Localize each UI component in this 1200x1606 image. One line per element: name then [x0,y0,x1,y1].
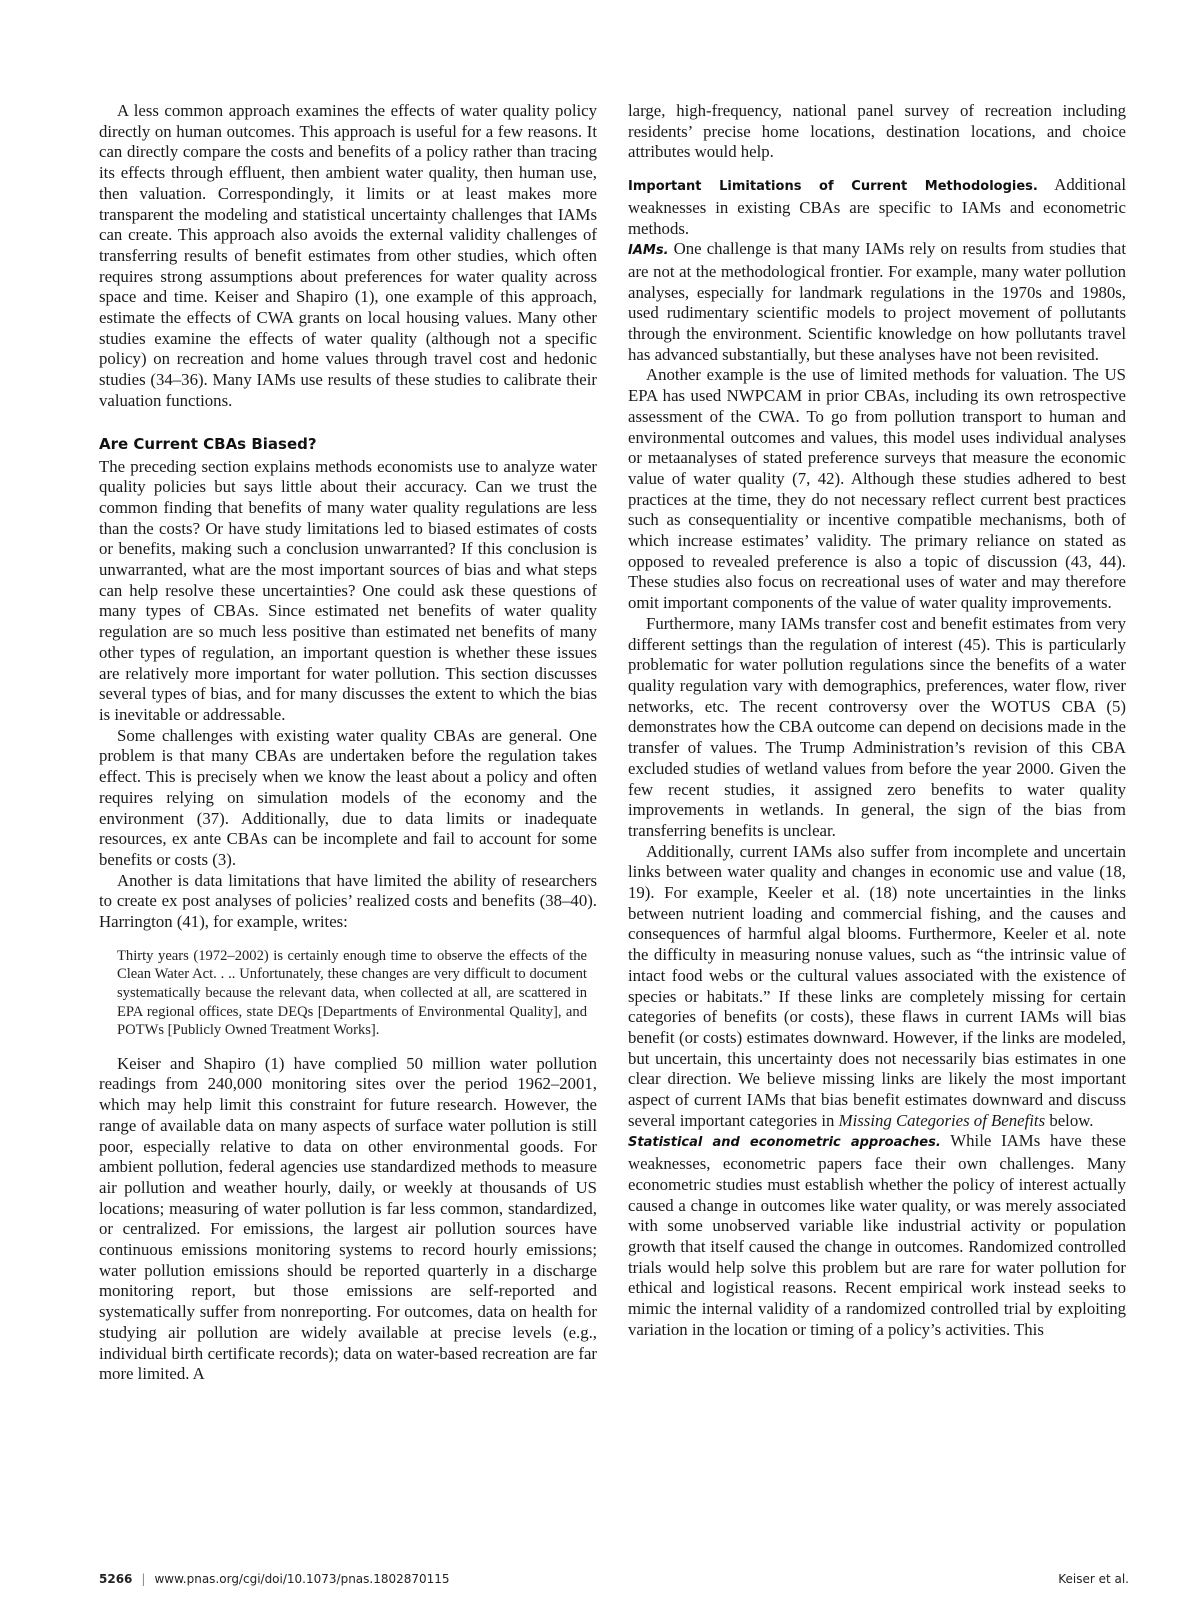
paragraph: Furthermore, many IAMs transfer cost and benefit estimates from very different settings than the regulation of interest (45). This is particularly problematic for water pollution regulations since the benefits of a water quality regulation vary with demographics, preferences, water flow, river networks, etc. The recent controversy over the WOTUS CBA (5) demonstrates how the CBA outcome can depend on decisions made in the transfer of values. The Trump Administration’s revision of this CBA excluded studies of wetland values from before the year 2000. Given the few recent studies, it assigned zero benefits to water quality improvements in wetlands. In general, the sign of the bias from transferring benefits is unclear. [628,613,1126,840]
block-quote [117,947,587,1040]
subsection-text: While IAMs have these weaknesses, econometric papers face their own challenges. Many econometric studies must establish whether the policy of interest actually caused a change in outcomes like water quality, or was merely associated with some unobserved variable like industrial activity or population growth that itself caused the change in outcomes. Randomized controlled trials would help solve this problem but are rare for water pollution for ethical and logistical reasons. Recent empirical work instead seeks to mimic the internal validity of a randomized controlled trial by exploiting variation in the location or timing of a policy’s activities. This [628,1131,1126,1339]
footer-separator: | [141,1572,146,1586]
subsection-text: One challenge is that many IAMs rely on results from studies that are not at the methodological frontier. For example, many water pollution analyses, especially for landmark regulations in the 1970s and 1980s, used rudimentary scientific models to project movement of pollutants through the environment. Scientific knowledge on how pollutants travel has advanced substantially, but these analyses have not been revisited. [628,239,1126,364]
subsection-paragraph [628,239,1126,365]
left-column [99,101,597,1385]
runin-text: Additional weaknesses in existing CBAs are specific to IAMs and econometric methods. [628,175,1126,238]
paragraph [628,842,1126,1132]
paragraph: A less common approach examines the effects of water quality policy directly on human outcomes. This approach is useful for a few reasons. It can directly compare the costs and benefits of a policy rather than tracing its effects through effluent, then ambient water quality, then human use, then valuation. Correspondingly, it limits or at least makes more transparent the modeling and statistical uncertainty challenges that IAMs can create. This approach also avoids the external validity challenges of transferring results of benefit estimates from other studies, which often requires strong assumptions about preferences for water quality across space and time. Keiser and Shapiro (1), one example of this approach, estimate the effects of CWA grants on local housing values. Many other studies examine the effects of water quality (although not a specific policy) on recreation and home values through travel cost and hedonic studies (34–36). Many IAMs use results of these studies to calibrate their valuation functions. [99,101,597,410]
paragraph: Another example is the use of limited methods for valuation. The US EPA has used NWPCAM in prior CBAs, including its own retrospective assessment of the CWA. To go from pollution transport to human and environmental outcomes and values, this model uses individual analyses or metaanalyses of stated preference surveys that measure the economic value of water quality (7, 42). Although these studies adhered to best practices at the time, they do not necessary reflect current best practices such as consequentiality or incentive compatible mechanisms, both of which increase estimates’ validity. The primary reliance on stated as opposed to revealed preference is also a topic of discussion (43, 44). These studies also focus on recreational uses of water and may therefore omit important components of the value of water quality improvements. [628,365,1126,613]
right-column [628,101,1126,1340]
subsection-heading: IAMs. [628,243,669,259]
subsection-paragraph [628,1131,1126,1340]
page-number: 5266 [99,1572,133,1586]
running-authors: Keiser et al. [1058,1572,1129,1586]
paragraph-text: Additionally, current IAMs also suffer from incomplete and uncertain links between water quality and changes in economic use and value (18, 19). For example, Keeler et al. (18) note uncertainties in the links between nutrient loading and commercial fishing, and the causes and consequences of harmful algal blooms. Furthermore, Keeler et al. note the difficulty in measuring nonuse values, such as “the intrinsic value of intact food webs or the cultural values associated with the existence of species or habitats.” If these links are completely missing for certain categories of benefits (or costs), these flaws in current IAMs will bias benefit (or costs) estimates downward. However, if the links are modeled, but uncertain, this uncertainty does not necessarily bias estimates in one clear direction. We believe missing links are likely the most important aspect of current IAMs that bias benefit estimates downward and discuss several important categories in [628,841,1126,1130]
paragraph: Keiser and Shapiro (1) have complied 50 million water pollution readings from 240,000 monitoring sites over the period 1962–2001, which may help limit this constraint for future research. However, the range of available data on many aspects of surface water pollution is still poor, especially relative to data on other environmental goods. For ambient pollution, federal agencies use standardized methods to measure air pollution and weather hourly, daily, or weekly at thousands of US locations; measuring of water pollution is far less common, standardized, or centralized. For emissions, the largest air pollution sources have continuous emissions monitoring systems to record hourly emissions; water pollution emissions should be reported quarterly in a discharge monitoring report, but those emissions are self-reported and systematically suffer from nonreporting. For outcomes, data on health for studying air pollution are widely available at precise levels (e.g., individual birth certificate records); data on water-based recreation are far more limited. A [99,1053,597,1384]
cross-reference: Missing Categories of Benefits [838,1110,1046,1130]
paragraph: Some challenges with existing water quality CBAs are general. One problem is that many CBAs are undertaken before the regulation takes effect. This is precisely when we know the least about a policy and often requires relying on simulation models of the economy and the environment (37). Additionally, due to data limits or inadequate resources, ex ante CBAs can be incomplete and fail to account for some benefits or costs (3). [99,725,597,869]
quote-text: Thirty years (1972–2002) is certainly enough time to observe the effects of the Clean Water Act. . .. Unfortunately, these changes are very difficult to document systematically because the relevant data, when collected at all, are scattered in EPA regional offices, state DEQs [Departments of Environmental Quality], and POTWs [Publicly Owned Treatment Works]. [117,947,587,1039]
runin-heading: Important Limitations of Current Methodologies. [628,179,1038,195]
paragraph: The preceding section explains methods economists use to analyze water quality policies but says little about their accuracy. Can we trust the common finding that benefits of many water quality regulations are less than the costs? Or have study limitations led to biased estimates of costs or benefits, making such a conclusion unwarranted? If this conclusion is unwarranted, what are the most important sources of bias and what steps can help resolve these uncertainties? One could ask these questions of many types of CBAs. Since estimated net benefits of water quality regulation are so much less positive than estimated net benefits of many other types of regulation, an important question is whether these issues are relatively more important for water pollution. This section discusses several types of bias, and for many discusses the extent to which the bias is inevitable or addressable. [99,456,597,724]
section-heading: Are Current CBAs Biased? [99,434,317,453]
runin-paragraph [628,175,1126,239]
paragraph: large, high-frequency, national panel survey of recreation including residents’ precise home locations, destination locations, and choice attributes would help. [628,101,1126,162]
doi-link[interactable]: www.pnas.org/cgi/doi/10.1073/pnas.1802870115 [154,1572,450,1586]
page-footer [99,1572,1129,1586]
subsection-heading: Statistical and econometric approaches. [628,1135,941,1151]
paragraph-text: below. [1045,1110,1094,1130]
paragraph: Another is data limitations that have limited the ability of researchers to create ex post analyses of policies’ realized costs and benefits (38–40). Harrington (41), for example, writes: [99,870,597,932]
